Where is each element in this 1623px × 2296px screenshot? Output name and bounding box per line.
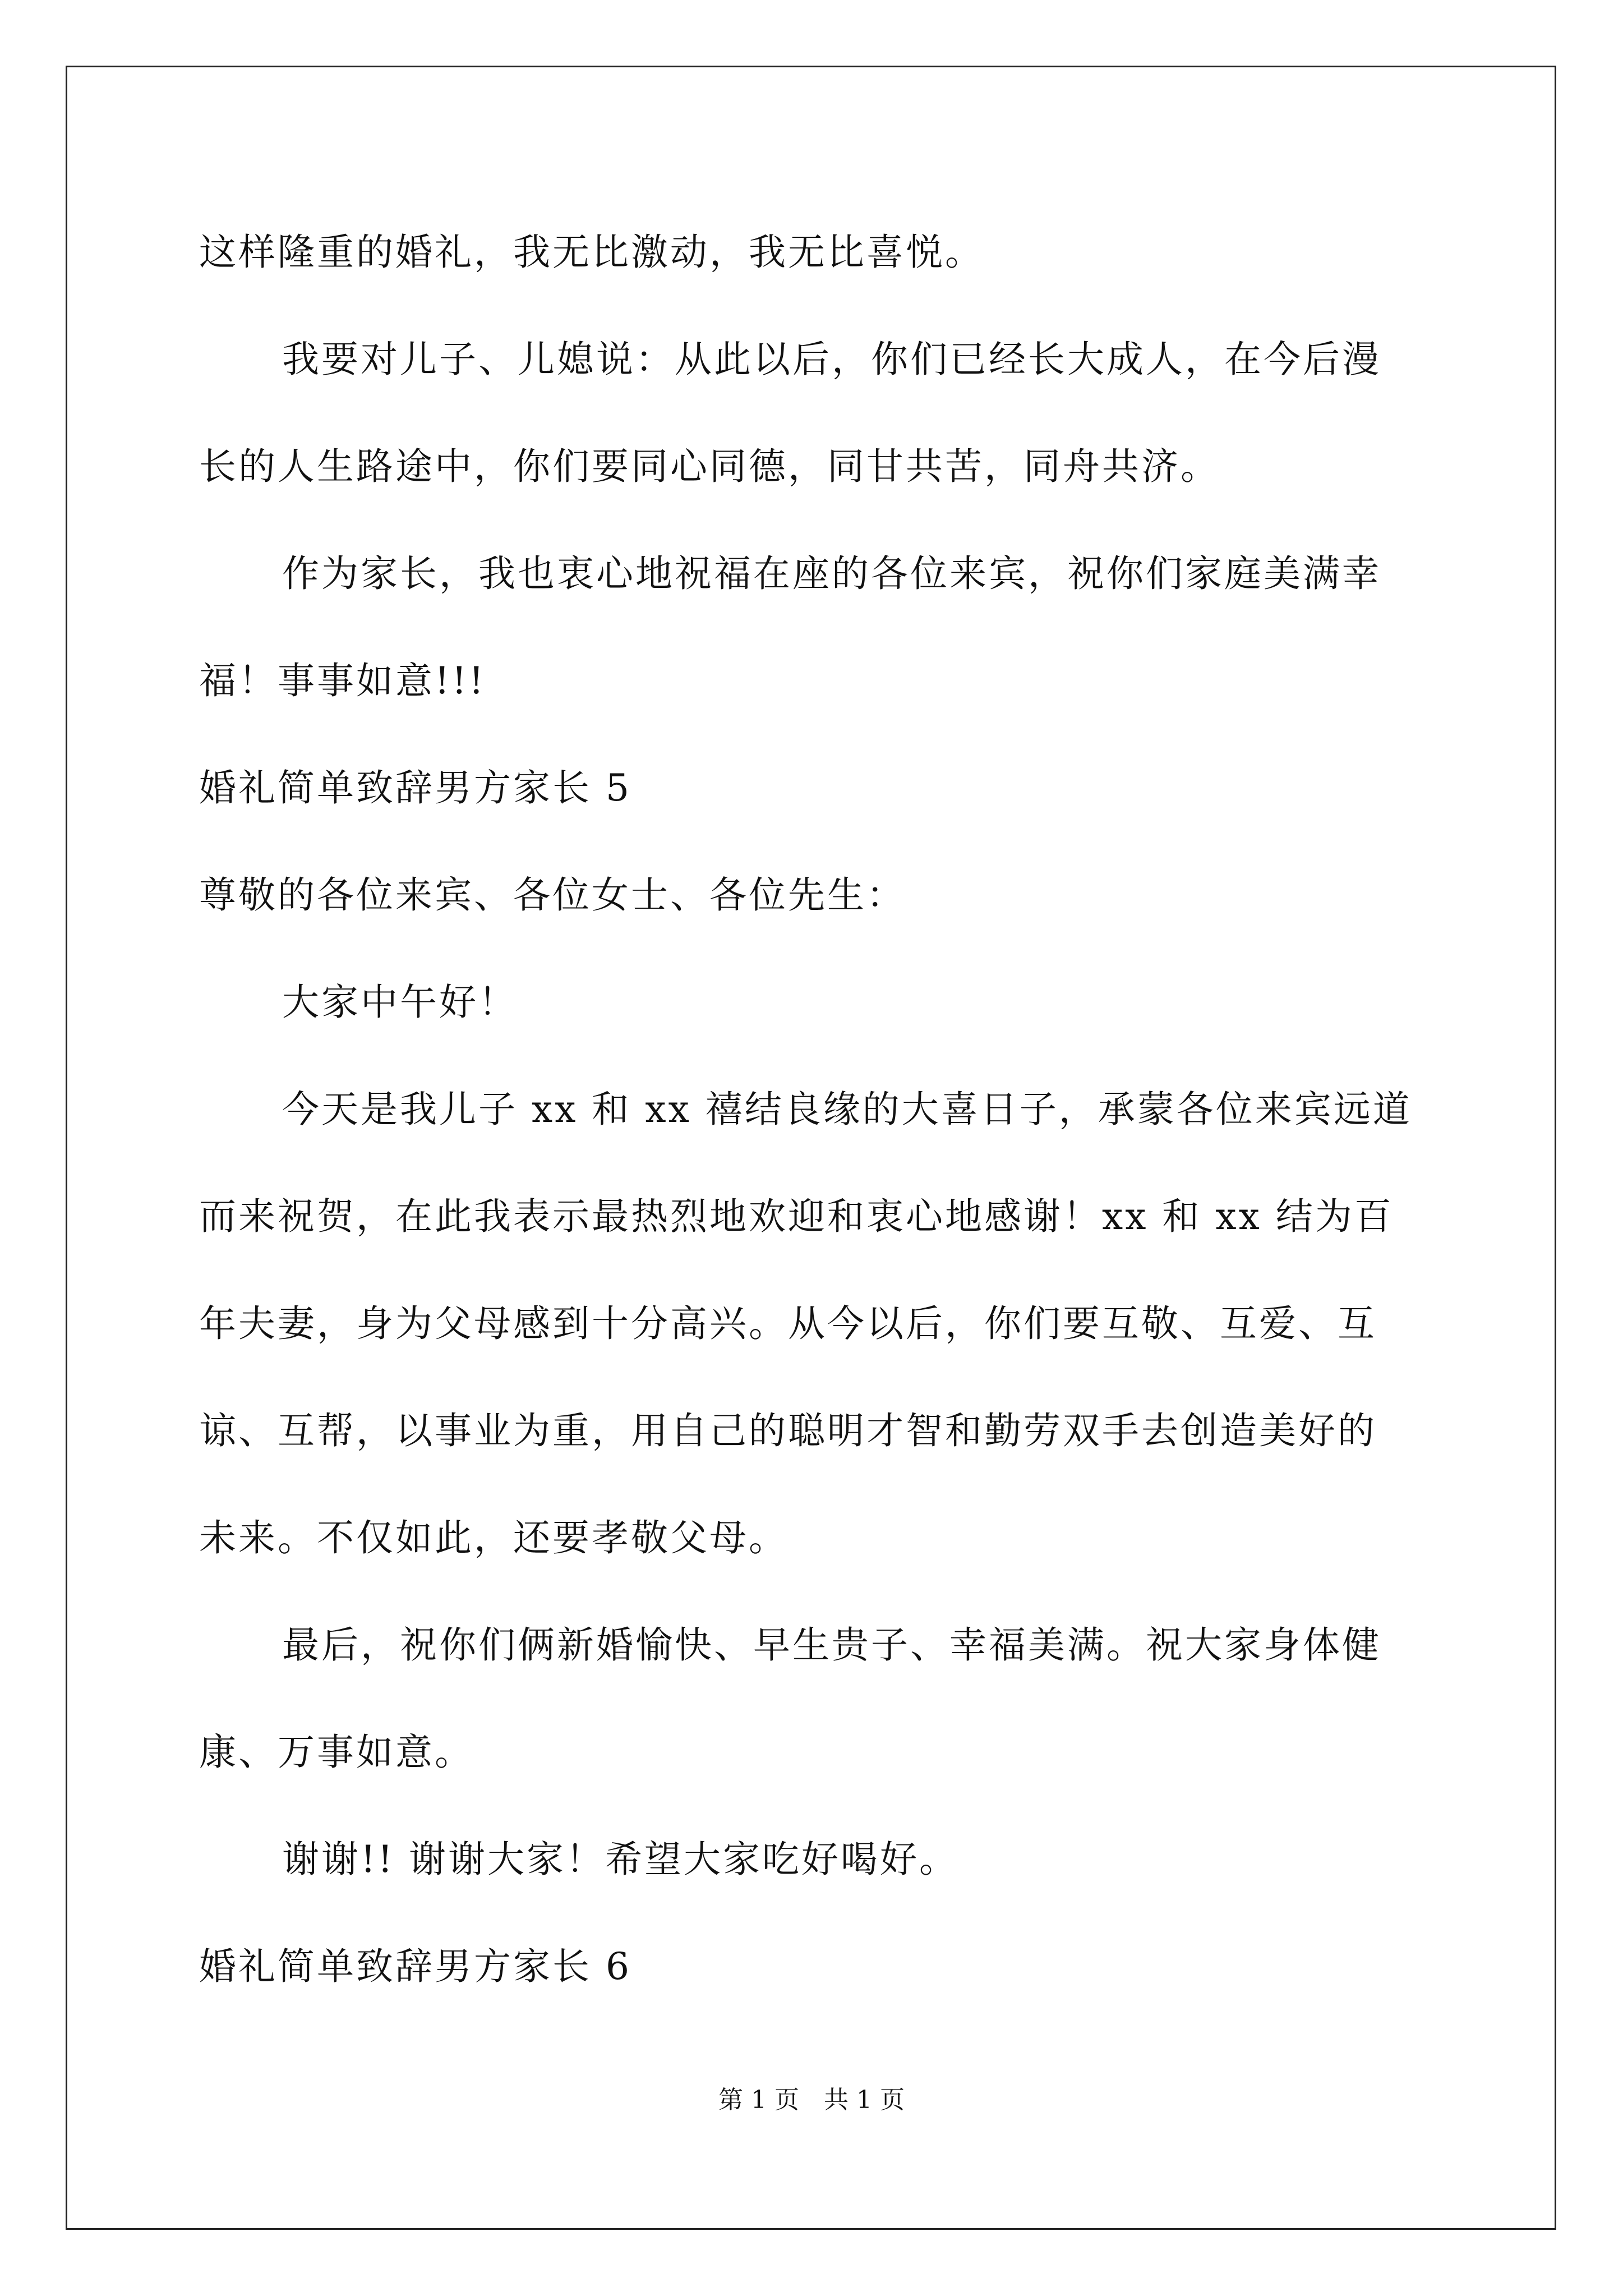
page-border [66,66,1556,2230]
paragraph-start-line: 今天是我儿子 xx 和 xx 禧结良缘的大喜日子，承蒙各位来宾远道 [282,1088,1412,1131]
page-footer: 第 1 页 共 1 页 [718,2086,905,2114]
section-heading-5: 婚礼简单致辞男方家长 5 [199,766,631,809]
body-line: 未来。不仅如此，还要孝敬父母。 [199,1516,788,1559]
salutation: 尊敬的各位来宾、各位女士、各位先生： [199,873,906,917]
body-line: 年夫妻，身为父母感到十分高兴。从今以后，你们要互敬、互爱、互 [199,1302,1377,1345]
body-line: 康、万事如意。 [199,1731,474,1774]
paragraph-start-line: 作为家长，我也衷心地祝福在座的各位来宾，祝你们家庭美满幸 [282,552,1381,595]
body-line: 谅、互帮，以事业为重，用自己的聪明才智和勤劳双手去创造美好的 [199,1409,1377,1452]
paragraph-start-line: 最后，祝你们俩新婚愉快、早生贵子、幸福美满。祝大家身体健 [282,1623,1381,1667]
greeting: 大家中午好！ [282,981,518,1024]
section-heading-6: 婚礼简单致辞男方家长 6 [199,1945,631,1988]
closing-line: 谢谢!! 谢谢大家！希望大家吃好喝好。 [282,1838,959,1881]
body-line: 而来祝贺，在此我表示最热烈地欢迎和衷心地感谢！xx 和 xx 结为百 [199,1195,1394,1238]
body-line: 长的人生路途中，你们要同心同德，同甘共苦，同舟共济。 [199,445,1220,488]
paragraph-start-line: 我要对儿子、儿媳说：从此以后，你们已经长大成人，在今后漫 [282,338,1381,381]
body-line: 福！事事如意!!! [199,659,486,702]
body-line-1: 这样隆重的婚礼，我无比激动，我无比喜悦。 [199,231,984,274]
